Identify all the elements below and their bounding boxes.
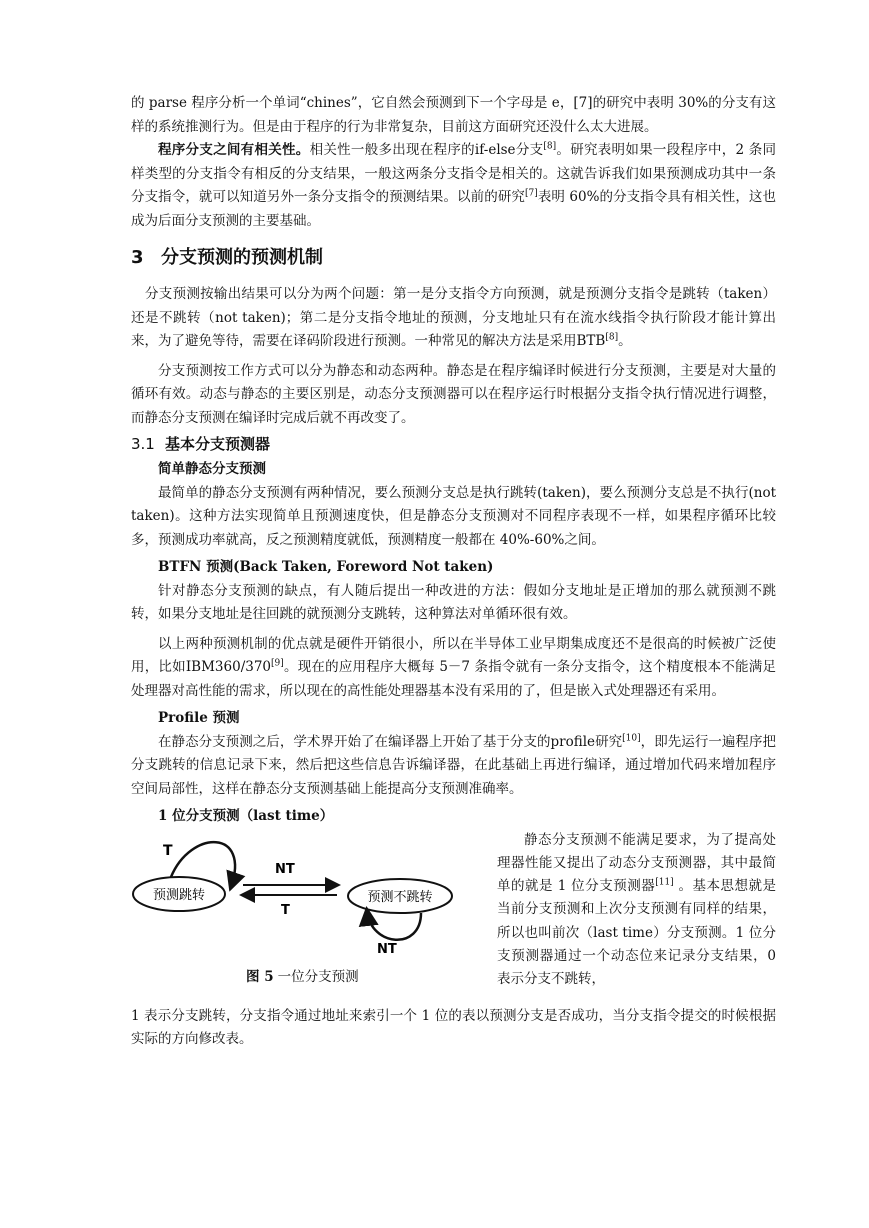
- citation: [8]: [605, 332, 619, 343]
- correlation-t1: 相关性一般多出现在程序的if-else分支: [309, 142, 544, 158]
- adv-t2: 。现在的应用程序大概每 5－7 条指令就有一条分支指令，这个精度根本不能满足处理器对高性能的需求，所以现在的高性能处理器基本没有采用的了，但是嵌入式处理器还有采用。: [131, 659, 776, 699]
- onebit-heading: 1 位分支预测（last time）: [158, 808, 334, 824]
- state-taken-label: 预测跳转: [152, 887, 206, 903]
- loop-taken-label: T: [163, 842, 173, 859]
- subsection-number: 3.1: [131, 435, 155, 453]
- profile-t1: 在静态分支预测之后，学术界开始了在编译器上开始了基于分支的profile研究: [158, 733, 623, 750]
- simple-static-heading: 简单静态分支预测: [158, 461, 266, 477]
- section3-p1-text: 分支预测按输出结果可以分为两个问题：第一是分支指令方向预测，就是预测分支指令是跳转（taken）还是不跳转（not taken)；第二是分支指令地址的预测，分支地址只有在流水线指令执行阶段才能计算出来，为了避免等待，需要在译码阶段进行预测。一种常见的解决方法是采用BTB: [131, 286, 776, 349]
- correlation-lead: 程序分支之间有相关性。: [158, 142, 310, 158]
- citation: [11]: [655, 877, 674, 888]
- correlation-t2: 。研究表明如果一段程序中，2 条同样类型的分支指令有相反的分支结果，一般这两条分支指令是相关的。这就告诉我们如果预测成功其中一条分支指令，就可以知道另外一条分支指令的预测结果。以前的研究: [131, 142, 776, 205]
- section-31-heading: [131, 432, 776, 456]
- paper-page: [131, 92, 776, 1052]
- figure-5: [131, 829, 481, 1005]
- section3-p1-end: 。: [618, 333, 632, 349]
- correlation-t3: 表明 60%的分支指令具有相关性，这也成为后面分支预测的主要基础。: [131, 189, 777, 229]
- figure-side-text: [497, 829, 776, 992]
- onebit-side-text: [497, 829, 776, 992]
- btfn-heading: BTFN 预测(Back Taken, Foreword Not taken): [158, 559, 494, 575]
- figure-caption-text: 一位分支预测: [277, 968, 359, 985]
- section-title: 分支预测的预测机制: [161, 247, 323, 268]
- para-correlation: [131, 139, 776, 233]
- citation: [8]: [543, 141, 557, 152]
- t-label: T: [281, 902, 290, 918]
- figure-row: [131, 829, 776, 1005]
- section3-para2: 分支预测按工作方式可以分为静态和动态两种。静态是在程序编译时候进行分支预测，主要是对大量的循环有效。动态与静态的主要区别是，动态分支预测器可以在程序运行时根据分支指令执行情况进行调整，而静态分支预测在编译时完成后就不再改变了。: [131, 362, 776, 426]
- citation: [7]: [525, 188, 538, 199]
- section-3-heading: [131, 245, 776, 271]
- citation: [10]: [622, 733, 641, 743]
- adv-t1: 以上两种预测机制的优点就是硬件开销很小，所以在半导体工业早期集成度还不是很高的时候被广泛使用，比如IBM360/370: [131, 635, 776, 675]
- para-continue: 的 parse 程序分析一个单词“chines”，它自然会预测到下一个字母是 e，[7]的研究中表明 30%的分支有这样的系统推测行为。但是由于程序的行为非常复杂，目前这方面研究还没什么太大进展。: [131, 95, 776, 135]
- profile-t2: ，即先运行一遍程序把分支跳转的信息记录下来，然后把这些信息告诉编译器，在此基础上再进行编译，通过增加代码来增加程序空间局部性，这样在静态分支预测基础上能提高分支预测准确率。: [131, 733, 776, 797]
- loop-not-taken-label: NT: [377, 941, 397, 957]
- loop-not-taken-arrow: [367, 911, 421, 940]
- advantage-text: [131, 633, 776, 704]
- nt-label: NT: [275, 861, 295, 877]
- section-number: 3: [131, 247, 144, 268]
- btfn-text: 针对静态分支预测的缺点，有人随后提出一种改进的方法：假如分支地址是正增加的那么就预测不跳转，如果分支地址是往回跳的就预测分支跳转，这种算法对单循环很有效。: [131, 582, 776, 622]
- onebit-side-t1: 静态分支预测不能满足要求，为了提高处理器性能又提出了动态分支预测器，其中最简单的就是 1 位分支预测器: [497, 831, 776, 895]
- profile-text: [131, 731, 776, 802]
- figure-caption: [246, 965, 359, 985]
- subsection-title: 基本分支预测器: [165, 435, 271, 453]
- onebit-side-t2: 。基本思想就是当前分支预测和上次分支预测有同样的结果，所以也叫前次（last time）分支预测。1 位分支预测器通过一个动态位来记录分支结果，0 表示分支不跳转，: [497, 878, 776, 988]
- citation: [9]: [271, 658, 284, 669]
- figure-number: 图 5: [246, 968, 274, 985]
- profile-heading: Profile 预测: [158, 710, 240, 726]
- onebit-continue: 1 表示分支跳转，分支指令通过地址来索引一个 1 位的表以预测分支是否成功，当分支指令提交的时候根据实际的方向修改表。: [131, 1007, 776, 1047]
- state-not-taken-label: 预测不跳转: [367, 889, 433, 905]
- simple-static-text: 最简单的静态分支预测有两种情况，要么预测分支总是执行跳转(taken)，要么预测分支总是不执行(not taken)。这种方法实现简单且预测速度快，但是静态分支预测对不同程序表现不一样，如果程序循环比较多，预测成功率就高，反之预测精度就低，预测精度一般都在 40%-60%之间。: [131, 484, 776, 548]
- section3-para1: [131, 283, 776, 354]
